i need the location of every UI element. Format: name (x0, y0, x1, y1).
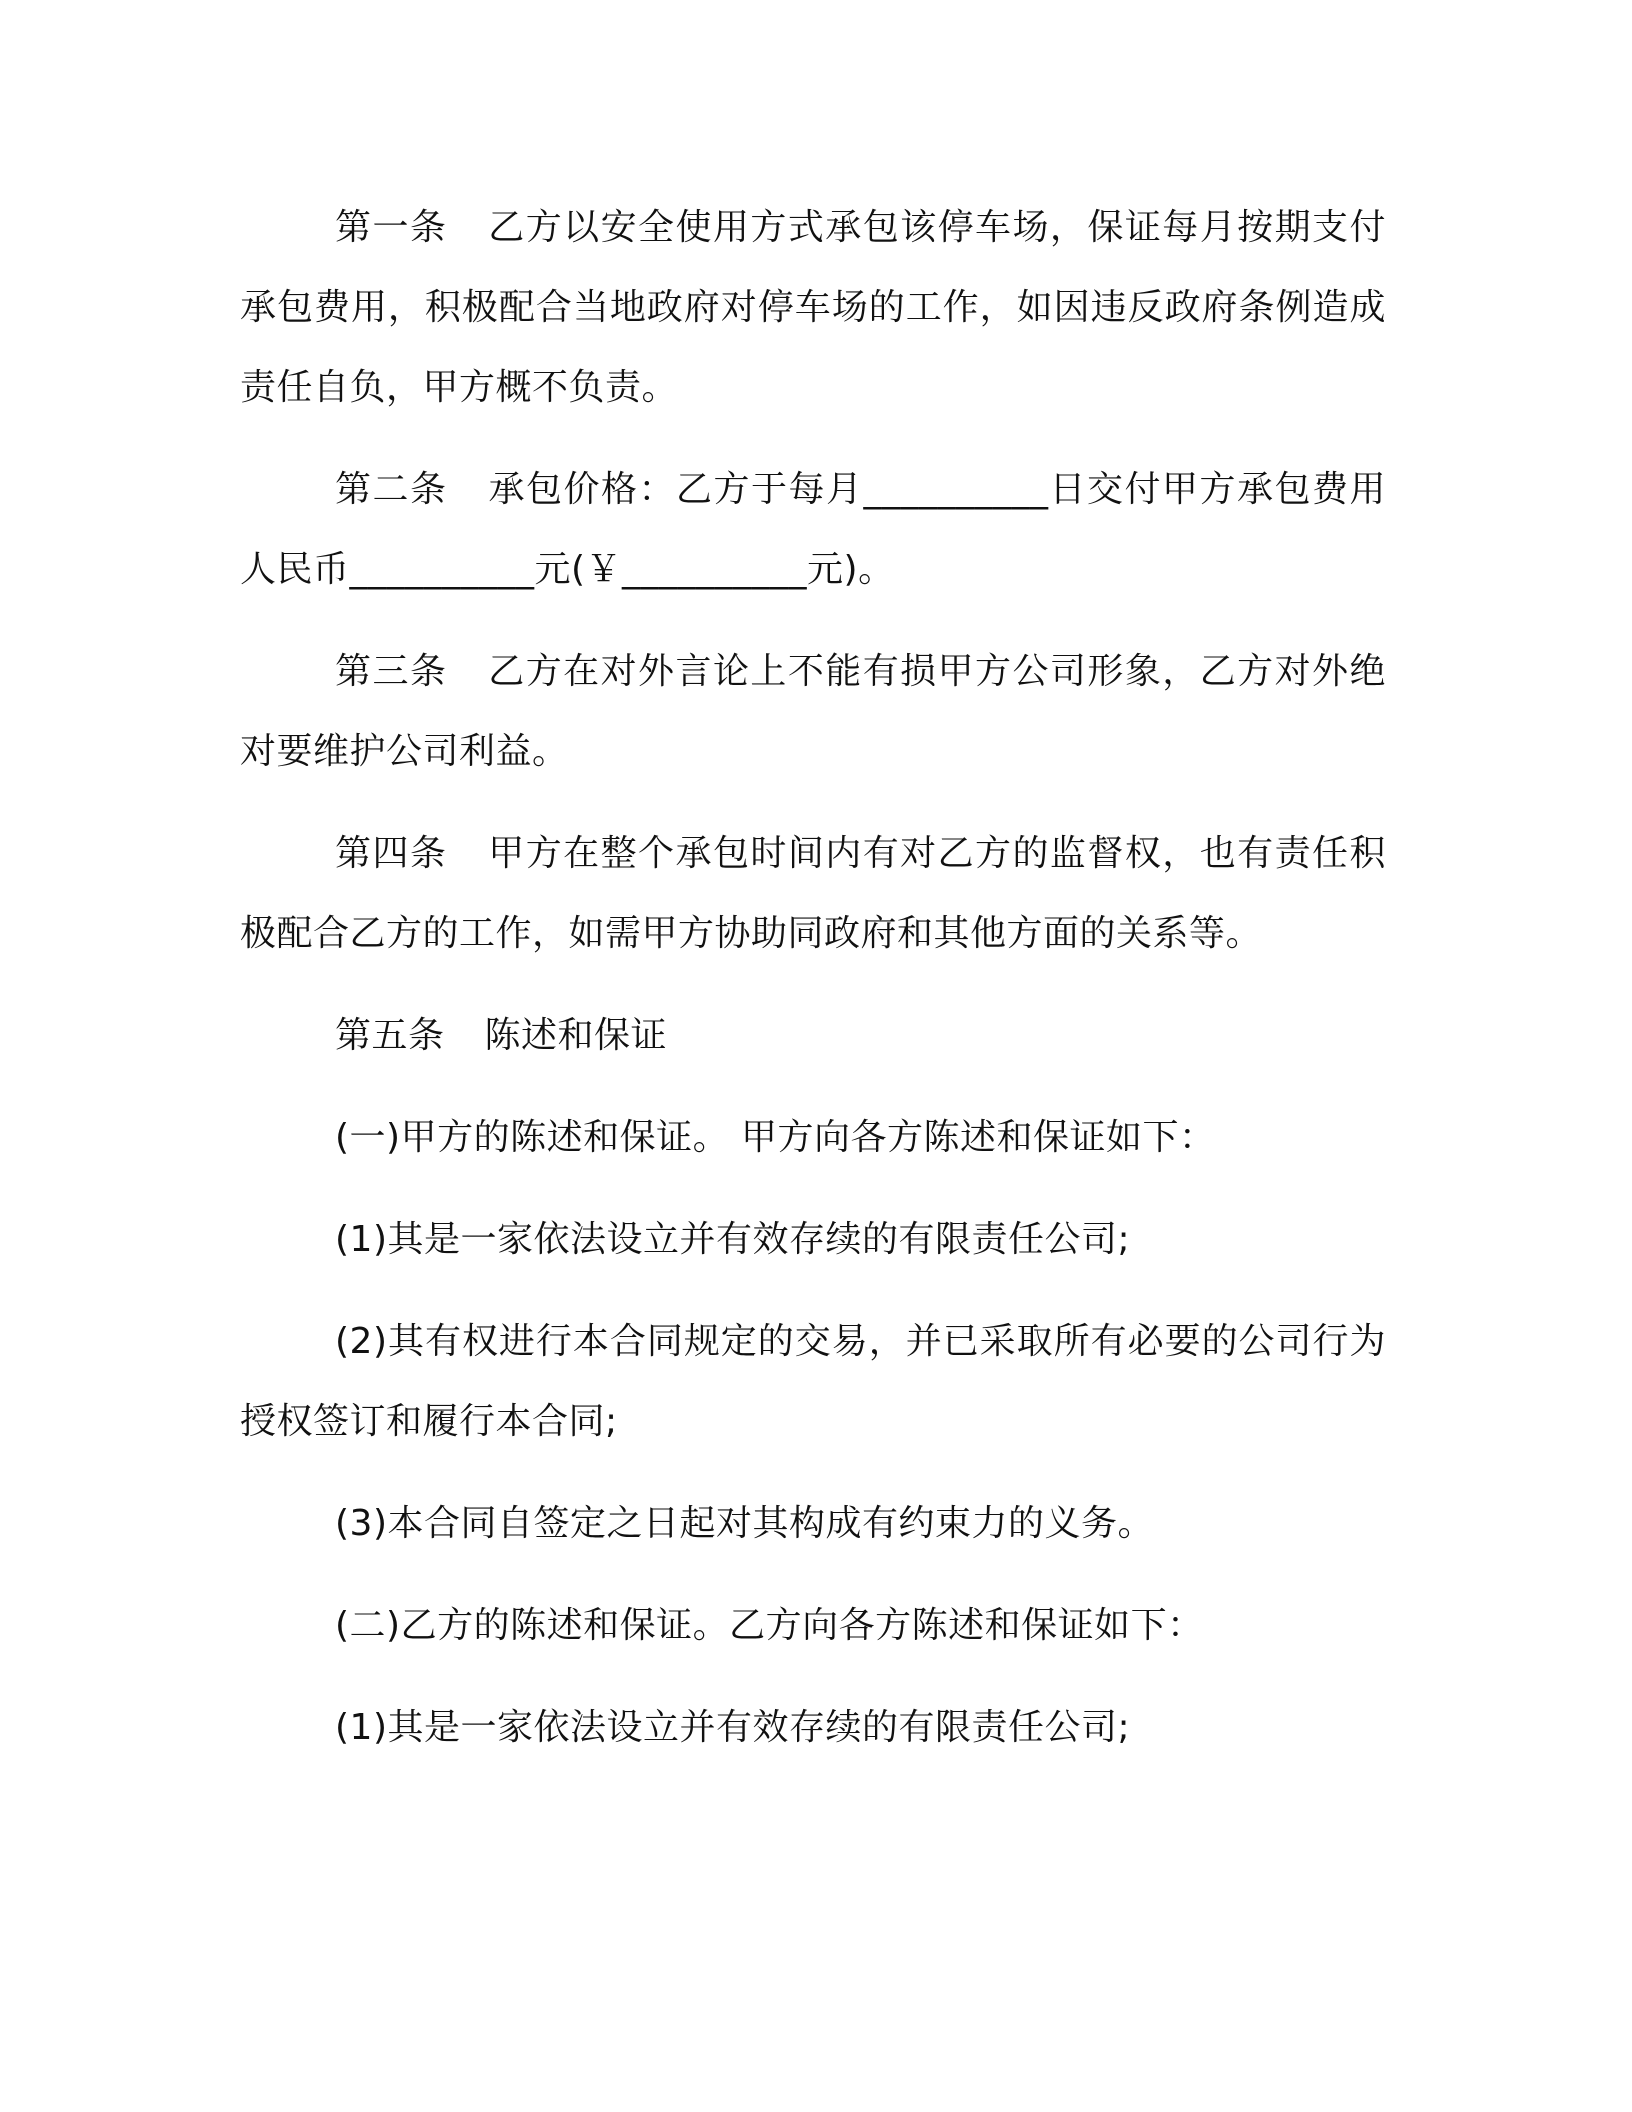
article-2 (240, 450, 1386, 610)
article-3-text: 乙方在对外言论上不能有损甲方公司形象，乙方对外绝对要维护公司利益。 (240, 651, 1386, 772)
article-3 (240, 632, 1386, 792)
article-2-label: 第二条 (335, 469, 448, 510)
article-4 (240, 814, 1386, 974)
party-a-item-1: (1)其是一家依法设立并有效存续的有限责任公司; (335, 1219, 1131, 1260)
party-a-item-3: (3)本合同自签定之日起对其构成有约束力的义务。 (335, 1503, 1154, 1544)
article-5-label: 第五条 (335, 1015, 445, 1056)
article-2-text: 承包价格：乙方于每月__________日交付甲方承包费用人民币__________元(￥__________元)。 (240, 469, 1386, 590)
section-party-b-statement: (二)乙方的陈述和保证。乙方向各方陈述和保证如下： (335, 1605, 1204, 1646)
article-1-label: 第一条 (335, 207, 448, 248)
article-5 (240, 996, 1386, 1076)
party-b-item-1: (1)其是一家依法设立并有效存续的有限责任公司; (335, 1707, 1131, 1748)
section-party-a-statement: (一)甲方的陈述和保证。 甲方向各方陈述和保证如下： (335, 1117, 1216, 1158)
article-1-text: 乙方以安全使用方式承包该停车场，保证每月按期支付承包费用，积极配合当地政府对停车场的工作，如因违反政府条例造成责任自负，甲方概不负责。 (240, 207, 1386, 408)
article-4-label: 第四条 (335, 833, 448, 874)
article-5-text: 陈述和保证 (484, 1015, 668, 1056)
article-4-text: 甲方在整个承包时间内有对乙方的监督权，也有责任积极配合乙方的工作，如需甲方协助同政府和其他方面的关系等。 (240, 833, 1386, 954)
article-1 (240, 188, 1386, 428)
party-a-item-2: (2)其有权进行本合同规定的交易，并已采取所有必要的公司行为授权签订和履行本合同; (240, 1321, 1386, 1442)
document-body (240, 188, 1386, 1768)
article-3-label: 第三条 (335, 651, 448, 692)
